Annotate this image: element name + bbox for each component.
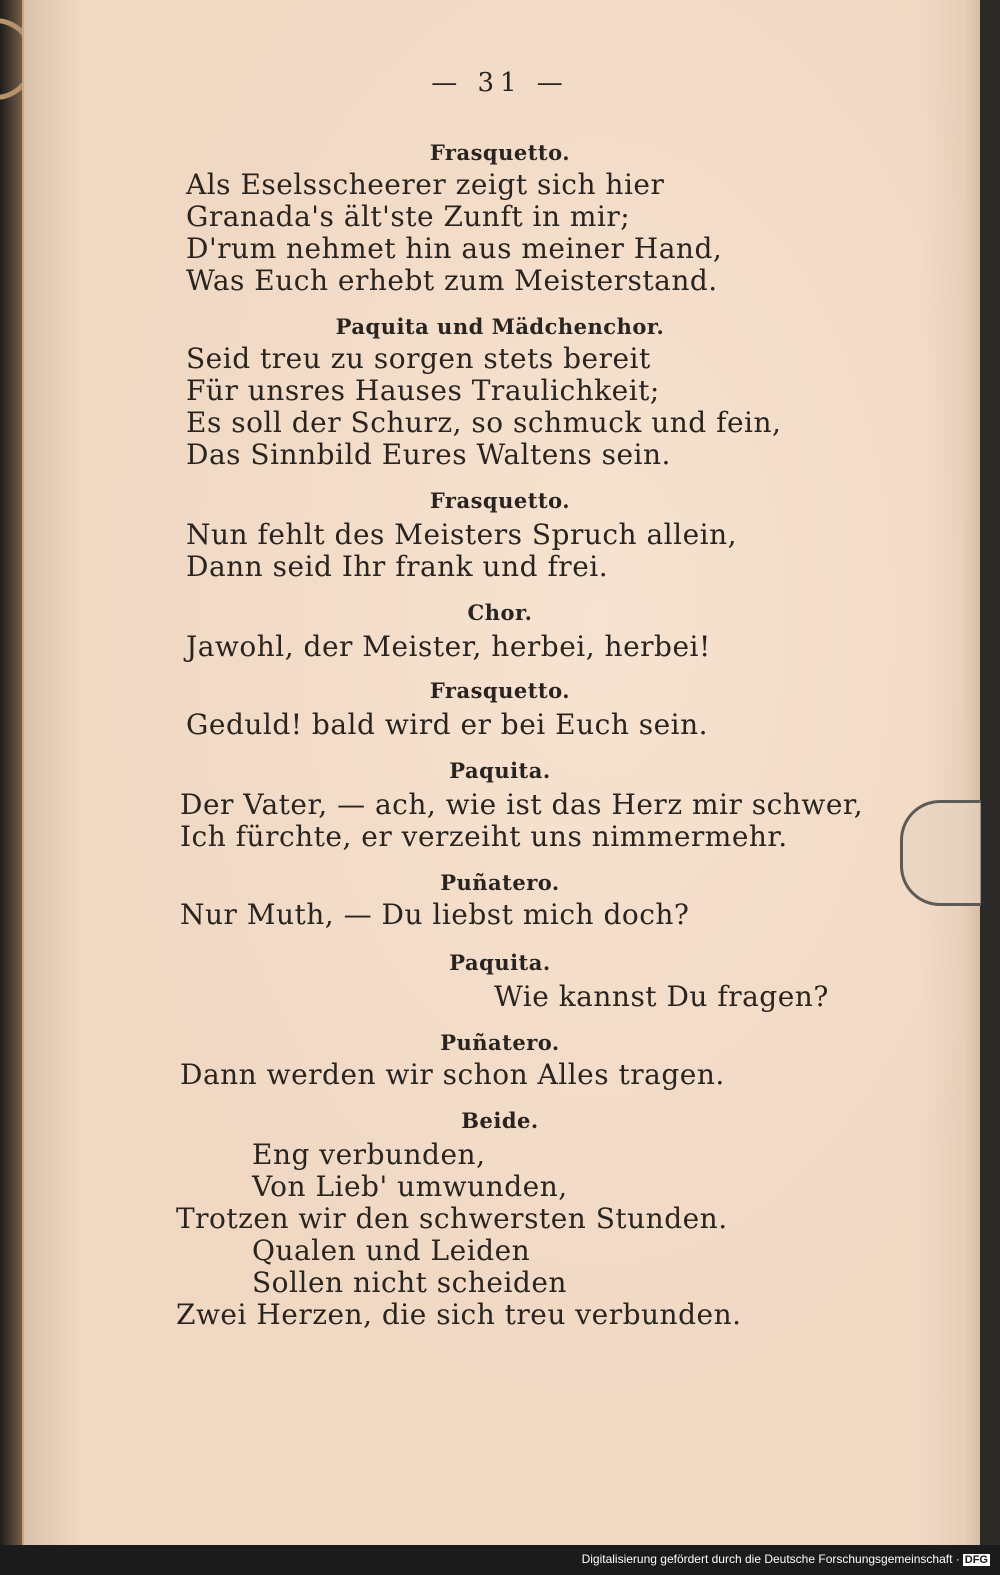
speaker-heading: Puñatero. <box>440 1030 560 1055</box>
verse-line: Als Eselsscheerer zeigt sich hier <box>186 168 665 201</box>
verse-line: Für unsres Hauses Traulichkeit; <box>186 374 660 407</box>
speaker-heading: Puñatero. <box>440 870 560 895</box>
speaker-heading: Chor. <box>467 600 533 625</box>
speaker-heading: Paquita und Mädchenchor. <box>335 314 665 339</box>
verse-line: Zwei Herzen, die sich treu verbunden. <box>176 1298 742 1331</box>
verse-line: Das Sinnbild Eures Waltens sein. <box>186 438 671 471</box>
verse-line: Wie kannst Du fragen? <box>494 980 829 1013</box>
speaker-heading: Frasquetto. <box>429 678 571 703</box>
verse-line: Granada's ält'ste Zunft in mir; <box>186 200 631 233</box>
verse-line: Jawohl, der Meister, herbei, herbei! <box>186 630 711 663</box>
verse-line: Seid treu zu sorgen stets bereit <box>186 342 651 375</box>
verse-line: Dann seid Ihr frank und frei. <box>186 550 609 583</box>
digitization-credit <box>582 1552 990 1566</box>
page-number: — 31 — <box>431 68 569 98</box>
dfg-logo: DFG <box>964 1554 988 1566</box>
verse-line: D'rum nehmet hin aus meiner Hand, <box>186 232 723 265</box>
verse-line: Von Lieb' umwunden, <box>252 1170 568 1203</box>
speaker-heading: Frasquetto. <box>429 140 571 165</box>
verse-line: Ich fürchte, er verzeiht uns nimmermehr. <box>180 820 788 853</box>
verse-line: Trotzen wir den schwersten Stunden. <box>176 1202 728 1235</box>
verse-line: Der Vater, — ach, wie ist das Herz mir schwer, <box>180 788 864 821</box>
verse-line: Qualen und Leiden <box>252 1234 531 1267</box>
verse-line: Was Euch erhebt zum Meisterstand. <box>186 264 718 297</box>
verse-line: Eng verbunden, <box>252 1138 486 1171</box>
verse-line: Nun fehlt des Meisters Spruch allein, <box>186 518 738 551</box>
speaker-heading: Paquita. <box>449 758 551 783</box>
verse-line: Dann werden wir schon Alles tragen. <box>180 1058 725 1091</box>
speaker-heading: Beide. <box>461 1108 539 1133</box>
speaker-heading: Frasquetto. <box>429 488 571 513</box>
verse-line: Es soll der Schurz, so schmuck und fein, <box>186 406 782 439</box>
verse-line: Sollen nicht scheiden <box>252 1266 567 1299</box>
verse-line: Nur Muth, — Du liebst mich doch? <box>180 898 690 931</box>
verse-line: Geduld! bald wird er bei Euch sein. <box>186 708 709 741</box>
credit-text: Digitalisierung gefördert durch die Deutsche Forschungsgemeinschaft · <box>581 1552 960 1566</box>
speaker-heading: Paquita. <box>449 950 551 975</box>
